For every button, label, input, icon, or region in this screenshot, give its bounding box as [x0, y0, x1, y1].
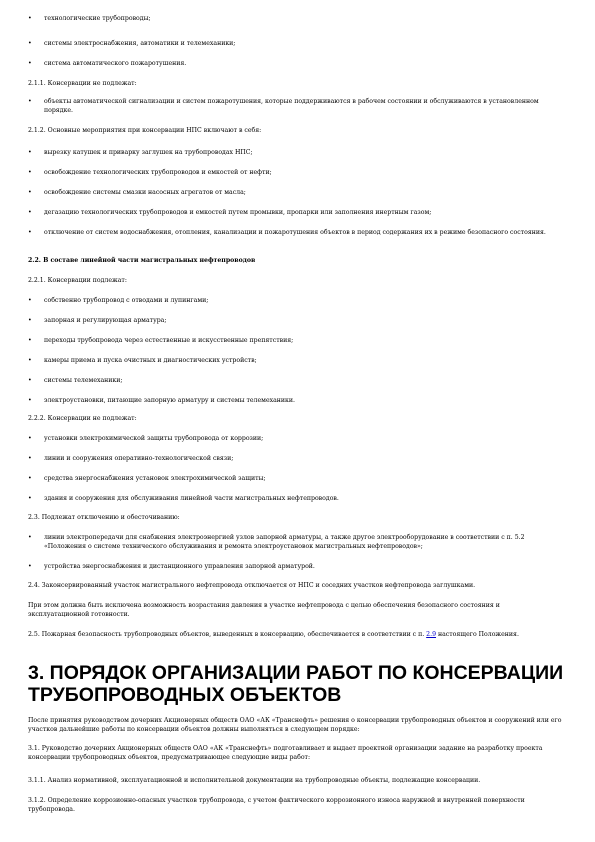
paragraph: 3.1.1. Анализ нормативной, эксплуатационной и исполнительной документации на трубопроводные объекты, подлежащие консервации.: [28, 777, 481, 784]
list-item: [28, 434, 563, 443]
list-item-text: камеры приема и пуска очистных и диагностических устройств;: [44, 357, 257, 364]
list-item: [28, 228, 563, 237]
list-item-text: запорная и регулирующая арматура;: [44, 317, 167, 324]
paragraph: 2.1.1. Консервации не подлежат:: [28, 80, 137, 87]
paragraph-text: настоящего Положения.: [436, 631, 519, 638]
paragraph-text: 2.5. Пожарная безопасность трубопроводных объектов, выведенных в консервацию, обеспечивается в соответствии с п.: [28, 631, 427, 638]
list-item-text: отключение от систем водоснабжения, отопления, канализации и пожаротушения объектов в период содержания их в режиме безопасного состояния.: [44, 229, 546, 236]
list-item: [28, 59, 563, 68]
bullet-icon: •: [28, 297, 32, 304]
bullet-icon: •: [28, 209, 32, 216]
list-item: [28, 376, 563, 385]
list-item-text: освобождение системы смазки насосных агрегатов от масла;: [44, 189, 246, 196]
list-item: [28, 296, 563, 305]
list-item: [28, 494, 563, 503]
section-heading: 3. ПОРЯДОК ОРГАНИЗАЦИИ РАБОТ ПО КОНСЕРВАЦИИ ТРУБОПРОВОДНЫХ ОБЪЕКТОВ: [28, 662, 564, 706]
list-item: [28, 474, 563, 483]
bullet-icon: •: [28, 534, 32, 541]
section-subheading: 2.2. В составе линейной части магистральных нефтепроводов: [28, 257, 256, 264]
bullet-icon: •: [28, 397, 32, 404]
bullet-icon: •: [28, 357, 32, 364]
paragraph: После принятия руководством дочерних Акционерных обществ ОАО «АК «Транснефть» решения о консервации трубопроводных объектов и сооружений или его участков дальнейшие работы по консервации объектов должны выполняться в следующем порядке:: [28, 717, 562, 733]
list-item: [28, 168, 563, 177]
paragraph: 3.1. Руководство дочерних Акционерных обществ ОАО «АК «Транснефть» подготавливает и выдает проектной организации задание на разработку проекта консервации трубопроводных объектов, предусматривающее следующие виды работ:: [28, 745, 543, 761]
paragraph: 2.2.2. Консервации не подлежат:: [28, 415, 137, 422]
list-item-text: линии электропередачи для снабжения электроэнергией узлов запорной арматуры, а также другое электрооборудование в соответствии с п. 5.2 «Положения о системе технического обслуживания и ремонта электроустановок магистральных нефтепроводов»;: [44, 534, 525, 550]
list-item: [28, 336, 563, 345]
list-item-text: освобождение технологических трубопроводов и емкостей от нефти;: [44, 169, 272, 176]
list-item: [28, 356, 563, 365]
list-item-text: система автоматического пожаротушения.: [44, 60, 187, 67]
bullet-icon: •: [28, 563, 32, 570]
bullet-icon: •: [28, 149, 32, 156]
list-item-text: системы телемеханики;: [44, 377, 123, 384]
bullet-icon: •: [28, 495, 32, 502]
bullet-icon: •: [28, 435, 32, 442]
section-link[interactable]: 2.9: [426, 631, 437, 638]
list-item-text: технологические трубопроводы;: [44, 15, 151, 22]
bullet-icon: •: [28, 98, 32, 105]
list-item-text: собственно трубопровод с отводами и лупингами;: [44, 297, 209, 304]
list-item: [28, 533, 563, 551]
list-item: [28, 14, 563, 23]
list-item: [28, 208, 563, 217]
bullet-icon: •: [28, 229, 32, 236]
bullet-icon: •: [28, 337, 32, 344]
list-item-text: объекты автоматической сигнализации и систем пожаротушения, которые поддерживаются в рабочем состоянии и обслуживаются в установленном порядке.: [44, 98, 539, 114]
paragraph: При этом должна быть исключена возможность возрастания давления в участке нефтепровода с целью обеспечения безопасного состояния и эксплуатационной готовности.: [28, 602, 500, 618]
list-item-text: системы электроснабжения, автоматики и телемеханики;: [44, 40, 236, 47]
paragraph: [28, 630, 563, 639]
list-item-text: средства энергоснабжения установок электрохимической защиты;: [44, 475, 266, 482]
bullet-icon: •: [28, 169, 32, 176]
paragraph: 2.3. Подлежат отключению и обесточиванию:: [28, 514, 180, 521]
bullet-icon: •: [28, 455, 32, 462]
list-item-text: электроустановки, питающие запорную арматуру и системы телемеханики.: [44, 397, 296, 404]
list-item: [28, 148, 563, 157]
list-item-text: здания и сооружения для обслуживания линейной части магистральных нефтепроводов.: [44, 495, 339, 502]
paragraph: 2.2.1. Консервации подлежат:: [28, 277, 127, 284]
list-item-text: устройства энергоснабжения и дистанционного управления запорной арматурой.: [44, 563, 315, 570]
list-item: [28, 39, 563, 48]
list-item: [28, 562, 563, 571]
bullet-icon: •: [28, 60, 32, 67]
list-item-text: дегазацию технологических трубопроводов и емкостей путем промывки, пропарки или заполнения инертным газом;: [44, 209, 432, 216]
paragraph: 2.4. Законсервированный участок магистрального нефтепровода отключается от НПС и соседних участков нефтепровода заглушками.: [28, 582, 476, 589]
list-item: [28, 396, 563, 405]
bullet-icon: •: [28, 377, 32, 384]
list-item-text: переходы трубопровода через естественные и искусственные препятствия;: [44, 337, 294, 344]
list-item: [28, 316, 563, 325]
list-item: [28, 188, 563, 197]
list-item: [28, 454, 563, 463]
paragraph: 2.1.2. Основные мероприятия при консервации НПС включают в себя:: [28, 127, 262, 134]
bullet-icon: •: [28, 40, 32, 47]
list-item: [28, 97, 563, 115]
list-item-text: вырезку катушек и приварку заглушек на трубопроводах НПС;: [44, 149, 253, 156]
paragraph: 3.1.2. Определение коррозионно-опасных участков трубопровода, с учетом фактического коррозионного износа наружной и внутренней поверхности трубопровода.: [28, 797, 525, 813]
bullet-icon: •: [28, 317, 32, 324]
bullet-icon: •: [28, 15, 32, 22]
list-item-text: линии и сооружения оперативно-технологической связи;: [44, 455, 234, 462]
bullet-icon: •: [28, 189, 32, 196]
list-item-text: установки электрохимической защиты трубопровода от коррозии;: [44, 435, 264, 442]
bullet-icon: •: [28, 475, 32, 482]
